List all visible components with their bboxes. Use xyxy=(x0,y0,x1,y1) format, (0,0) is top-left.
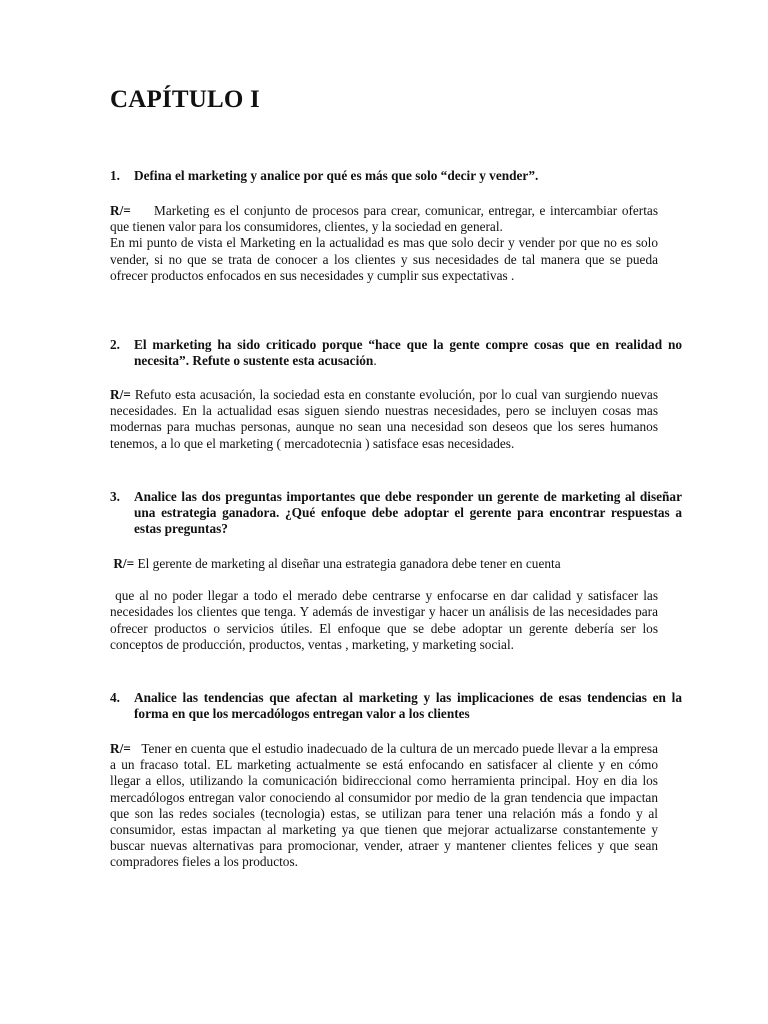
answer-4-label: R/= xyxy=(110,741,131,756)
answer-4 xyxy=(110,741,658,871)
answer-4-paragraph-1: R/= Tener en cuenta que el estudio inadecuado de la cultura de un mercado puede llevar a la empresa a un fracaso total. EL marketing actualmente se está enfocando en satisfacer al cliente y en cómo llegar a ellos, utilizando la comunicación bidireccional como herramienta principal. Hoy en dia los mercadólogos entregan valor conociendo al consumidor por medio de la gran tendencia que impactan que son las redes sociales (tecnologia) estas, se utilizan para tener una relación más a fondo y al consumidor, estas impactan al marketing ya que tienen que mejorar actualizarse constantemente y buscar nuevas alternativas para promocionar, vender, atraer y mantener clientes felices y que sean compradores fieles a los productos. xyxy=(110,741,658,870)
question-1-text: Defina el marketing y analice por qué es más que solo “decir y vender”. xyxy=(134,168,539,183)
question-2-text: El marketing ha sido criticado porque “hace que la gente compre cosas que en realidad no necesita”. Refute o sustente esta acusación xyxy=(134,337,682,369)
question-3 xyxy=(110,489,682,538)
answer-3 xyxy=(110,556,658,653)
question-1 xyxy=(110,168,682,184)
question-4-text: Analice las tendencias que afectan al marketing y las implicaciones de esas tendencias en la forma en que los mercadólogos entregan valor a los clientes xyxy=(134,690,682,722)
answer-3-paragraph-1: R/= El gerente de marketing al diseñar una estrategia ganadora debe tener en cuenta xyxy=(113,556,561,571)
question-3-text: Analice las dos preguntas importantes que debe responder un gerente de marketing al diseñar una estrategia ganadora. ¿Qué enfoque debe adoptar el gerente para encontrar respuestas a estas preguntas? xyxy=(134,489,682,537)
answer-2 xyxy=(110,387,658,452)
chapter-title: CAPÍTULO I xyxy=(110,86,260,113)
question-3-number: 3. xyxy=(110,489,120,504)
answer-1 xyxy=(110,203,658,284)
answer-1-paragraph-1: R/= Marketing es el conjunto de procesos para crear, comunicar, entregar, e intercambiar ofertas que tienen valor para los consumidores, clientes, y la sociedad en general. xyxy=(110,203,659,235)
question-4 xyxy=(110,690,682,722)
answer-1-label: R/= xyxy=(110,203,131,218)
answer-2-paragraph-1: R/= Refuto esta acusación, la sociedad esta en constante evolución, por lo cual van surgiendo nuevas necesidades. En la actualidad esas siguen siendo nuestras necesidades, pero se incluyen cosas mas modernas para muchas personas, aunque no sean una necesidad son deseos que los seres humanos tenemos, a lo que el marketing ( mercadotecnia ) satisface esas necesidades. xyxy=(110,387,658,451)
question-2-number: 2. xyxy=(110,337,120,352)
answer-1-paragraph-2: En mi punto de vista el Marketing en la actualidad es mas que solo decir y vender por que no es solo vender, si no que se trata de conocer a los clientes y sus necesidades de tal manera que se pueda ofrecer productos enfocados en sus necesidades y cumplir sus expectativas . xyxy=(110,235,658,283)
answer-3-paragraph-2: que al no poder llegar a todo el merado debe centrarse y enfocarse en dar calidad y satisfacer las necesidades los clientes que tenga. Y además de investigar y hacer un análisis de las necesidades para ofrecer productos o servicios útiles. El enfoque que se debe adoptar un gerente debería ser los conceptos de producción, productos, ventas , marketing, y marketing social. xyxy=(110,588,658,652)
question-2: 2. El marketing ha sido criticado porque “hace que la gente compre cosas que en realidad no necesita”. Refute o sustente esta acusación. xyxy=(110,337,682,369)
answer-2-label: R/= xyxy=(110,387,131,402)
answer-3-label: R/= xyxy=(113,556,135,571)
question-1-number: 1. xyxy=(110,168,120,183)
question-4-number: 4. xyxy=(110,690,120,705)
